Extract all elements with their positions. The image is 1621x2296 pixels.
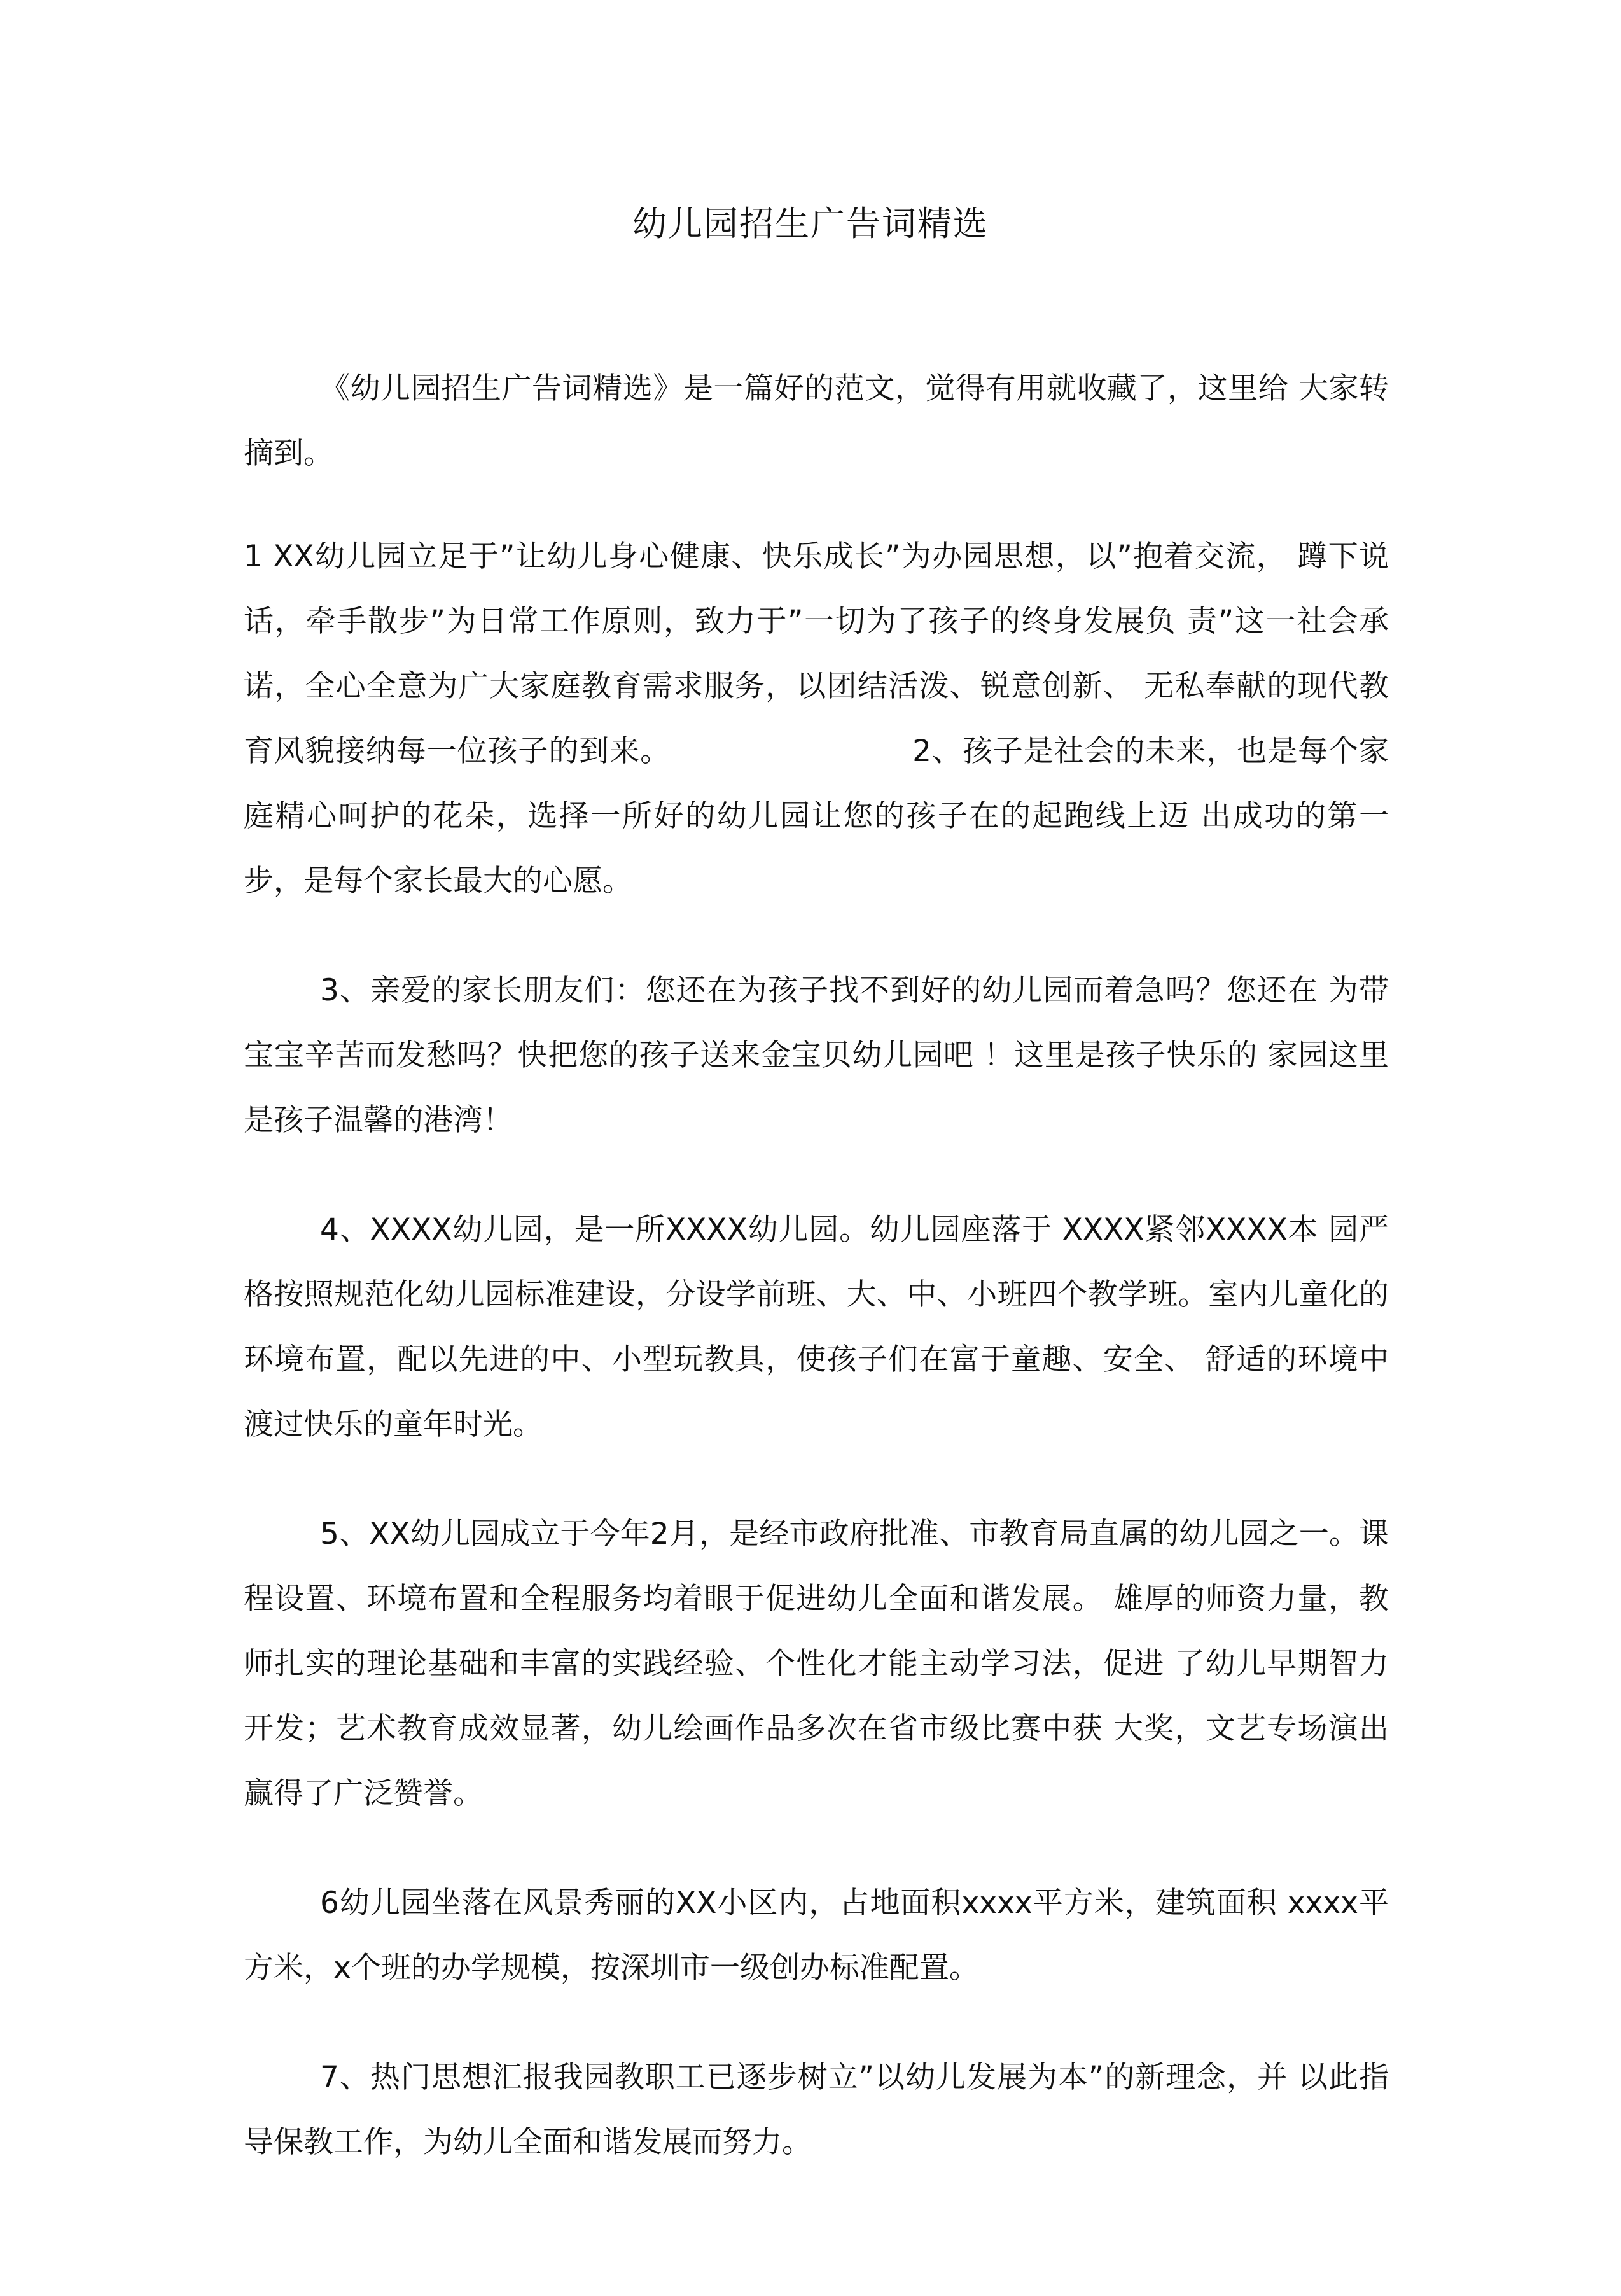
item-1-text: 1 XX幼儿园立足于”让幼儿身心健康、快乐成长”为办园思想，以”抱着交流， 蹲下说话，牵手散步”为日常工作原则，致力于”一切为了孩子的终身发展负 责”这一社会承诺，全心全意为广大家庭教育需求服务，以团结活泼、锐意创新、 无私奉献的现代教育风貌接纳每一位孩子的到来。 — [244, 539, 1389, 769]
item-1-2-paragraph — [244, 524, 1389, 914]
item-4-paragraph: 4、XXXX幼儿园，是一所XXXX幼儿园。幼儿园座落于 XXXX紧邻XXXX本 园严格按照规范化幼儿园标准建设，分设学前班、大、中、小班四个教学班。室内儿童化的环境布置，配以先进的中、小型玩教具，使孩子们在富于童趣、安全、 舒适的环境中渡过快乐的童年时光。 — [244, 1212, 1389, 1442]
intro-paragraph: 《幼儿园招生广告词精选》是一篇好的范文，觉得有用就收藏了，这里给 大家转摘到。 — [244, 371, 1389, 471]
item-6-paragraph: 6幼儿园坐落在风景秀丽的XX小区内，占地面积xxxx平方米，建筑面积 xxxx平方米，x个班的办学规模，按深圳市一级创办标准配置。 — [244, 1886, 1389, 1985]
item-7-paragraph: 7、热门思想汇报我园教职工已逐步树立”以幼儿发展为本”的新理念，并 以此指导保教工作，为幼儿全面和谐发展而努力。 — [244, 2060, 1389, 2160]
item-3-paragraph: 3、亲爱的家长朋友们：您还在为孩子找不到好的幼儿园而着急吗？您还在 为带宝宝辛苦而发愁吗？快把您的孩子送来金宝贝幼儿园吧 ！这里是孩子快乐的 家园这里是孩子温馨的港湾！ — [244, 973, 1389, 1138]
page-title: 幼儿园招生广告词精选 — [632, 204, 989, 244]
item-2-text: 2、孩子是社会的未来，也是每个家庭精心呵护的花朵，选择一所好的幼儿园让您的孩子在的起跑线上迈 出成功的第一步，是每个家长最大的心愿。 — [244, 734, 1389, 899]
document-body — [244, 356, 1389, 2175]
item-5-paragraph: 5、XX幼儿园成立于今年2月，是经市政府批准、市教育局直属的幼儿园之一。课程设置、环境布置和全程服务均着眼于促进幼儿全面和谐发展。 雄厚的师资力量，教师扎实的理论基础和丰富的实践经验、个性化才能主动学习法，促进 了幼儿早期智力开发；艺术教育成效显著，幼儿绘画作品多次在省市级比赛中获 大奖，文艺专场演出赢得了广泛赞誉。 — [244, 1516, 1389, 1811]
